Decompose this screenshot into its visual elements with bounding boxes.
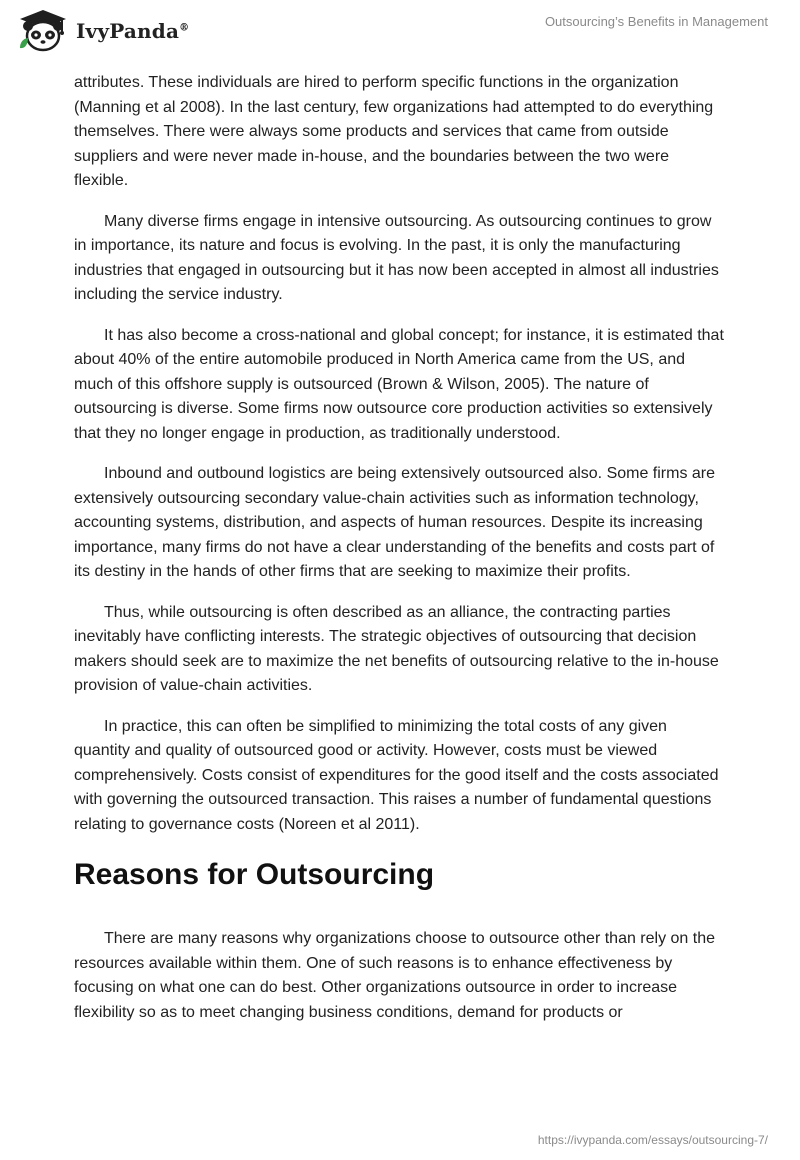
paragraph: There are many reasons why organizations choose to outsource other than rely on the resources available within them. One of such reasons is to enhance effectiveness by focusing on what one can do best. Other organizations outsource in order to increase flexibility so as to meet changing business conditions, demand for products or xyxy=(74,930,716,1021)
essay-body xyxy=(74,71,726,1041)
page-header xyxy=(0,0,800,70)
paragraph: Thus, while outsourcing is often described as an alliance, the contracting parties inevitably have conflicting interests. The strategic objectives of outsourcing that decision makers should seek are to maximize the net benefits of outsourcing relative to the in-house provision of value-chain activities. xyxy=(74,603,719,694)
panda-logo-icon xyxy=(16,8,70,54)
paragraph: Many diverse firms engage in intensive outsourcing. As outsourcing continues to grow in importance, its nature and focus is evolving. In the past, it is only the manufacturing industries that engaged in outsourcing but it has now been accepted in almost all industries including the service industry. xyxy=(74,212,719,303)
ivypanda-logo[interactable] xyxy=(16,8,189,54)
paragraph: Inbound and outbound logistics are being extensively outsourced also. Some firms are extensively outsourcing secondary value-chain activities such as information technology, accounting systems, distribution, and aspects of human resources. Despite its increasing importance, many firms do not have a clear understanding of the benefits and costs part of its destiny in the hands of other firms that are seeking to maximize their profits. xyxy=(74,465,716,580)
paragraph: attributes. These individuals are hired to perform specific functions in the organization (Manning et al 2008). In the last century, few organizations had attempted to do everything themselves. There were always some products and services that came from outside suppliers and were never made in-house, and the boundaries between the two were flexible. xyxy=(74,74,714,189)
logo-wordmark: IvyPanda® xyxy=(76,19,190,43)
document-title: Outsourcing’s Benefits in Management xyxy=(544,14,768,29)
paragraph: It has also become a cross-national and global concept; for instance, it is estimated that about 40% of the entire automobile produced in North America came from the US, and much of this offshore supply is outsourced (Brown & Wilson, 2005). The nature of outsourcing is diverse. Some firms now outsource core production activities so extensively that they no longer engage in production, as traditionally understood. xyxy=(74,326,724,442)
source-url[interactable]: https://ivypanda.com/essays/outsourcing-7/ xyxy=(537,1133,768,1147)
paragraph: In practice, this can often be simplified to minimizing the total costs of any given quantity and quality of outsourced good or activity. However, costs must be viewed comprehensively. Costs consist of expenditures for the good itself and the costs associated with governing the outsourced transaction. This raises a number of fundamental questions relating to governance costs (Noreen et al 2011). xyxy=(74,717,719,833)
section-heading: Reasons for Outsourcing xyxy=(74,858,435,891)
